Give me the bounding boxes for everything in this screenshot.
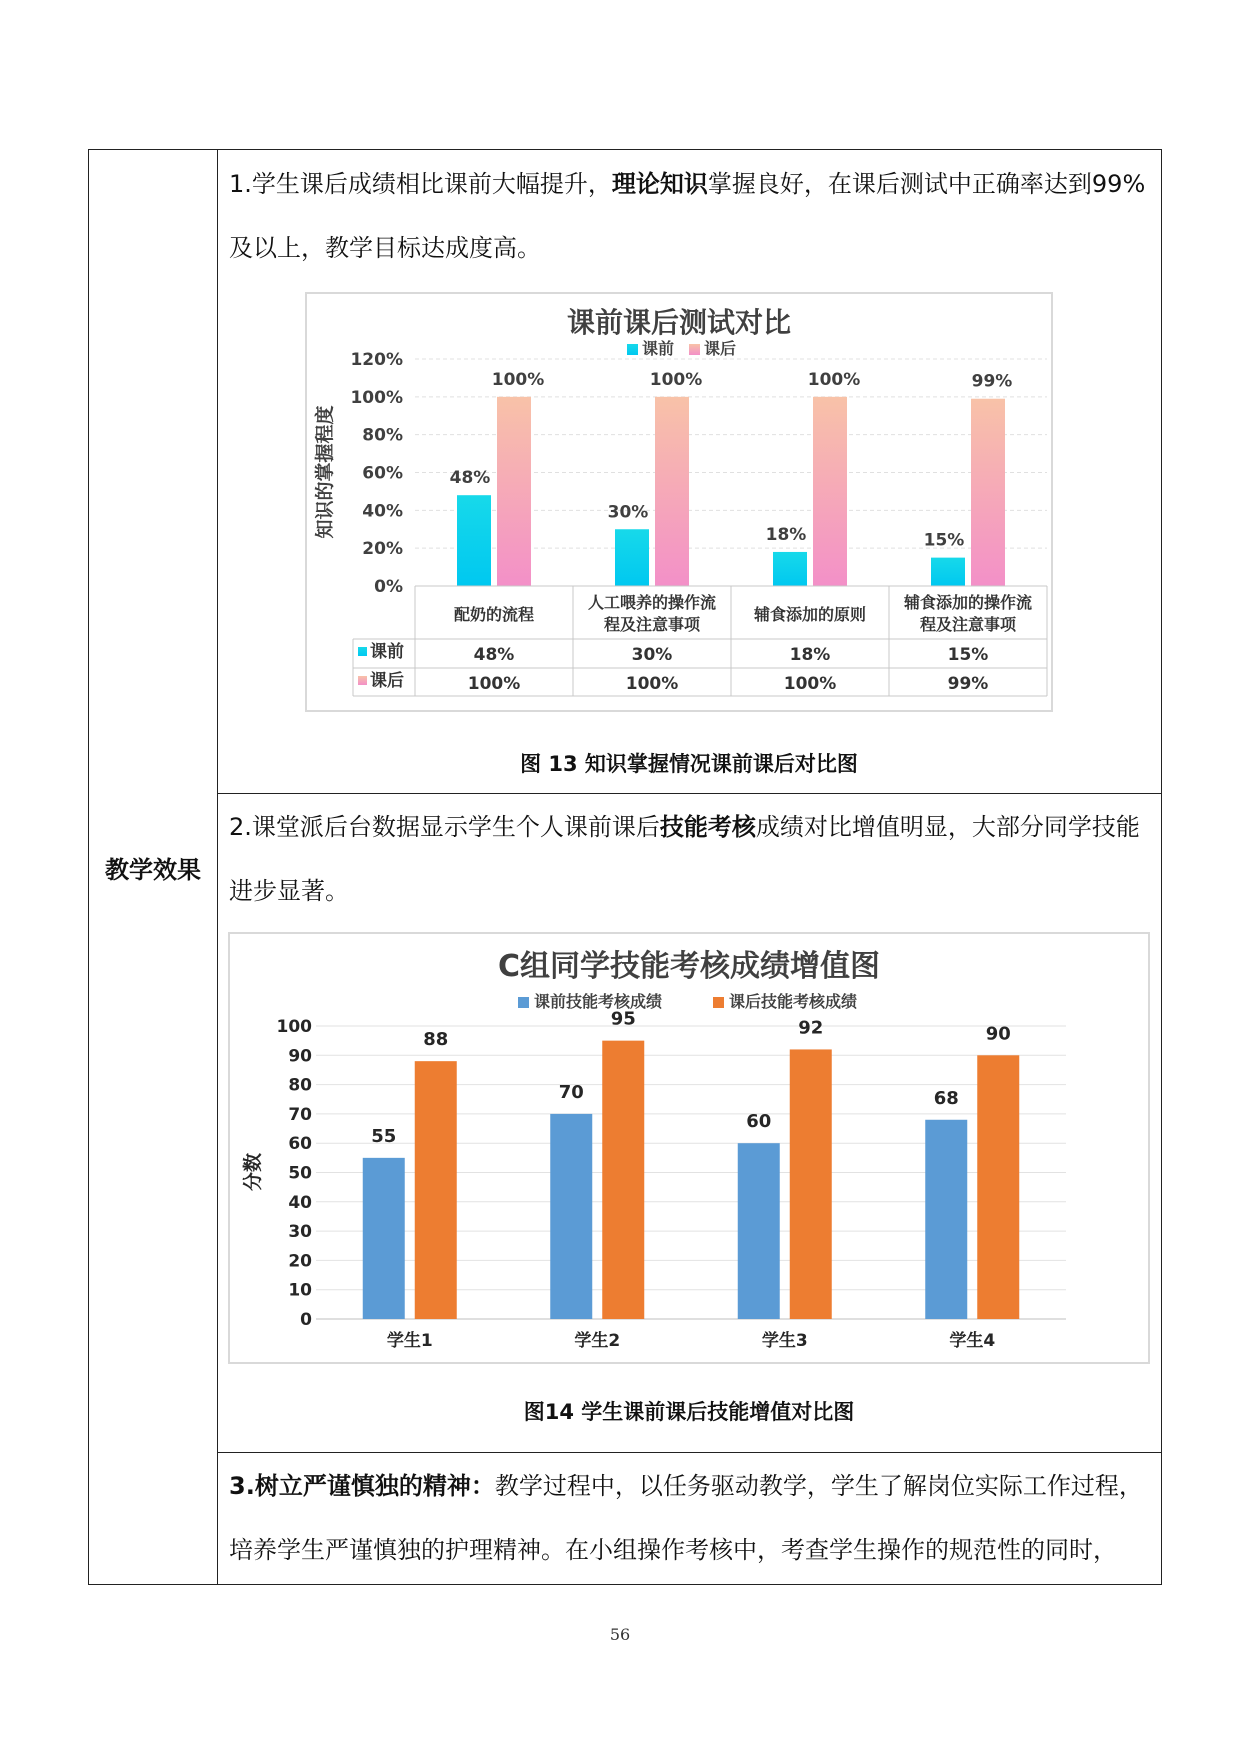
paragraph-1: 1.学生课后成绩相比课前大幅提升，理论知识掌握良好，在课后测试中正确率达到99%及以上，教学目标达成度高。 — [229, 170, 1146, 262]
knowledge-chart — [305, 292, 1053, 712]
y-tick-label: 10 — [288, 1280, 312, 1301]
legend-swatch-1 — [627, 344, 638, 355]
row-divider-1 — [217, 793, 1161, 794]
y-tick-label: 40 — [288, 1192, 312, 1213]
legend-swatch-2 — [689, 344, 700, 355]
pre-score-bar — [363, 1158, 405, 1319]
legend-label-2: 课后技能考核成绩 — [729, 992, 858, 1011]
bar-data-label: 70 — [558, 1081, 584, 1103]
bar-data-label: 55 — [371, 1125, 397, 1147]
table-value: 99% — [947, 674, 989, 694]
y-tick-label: 60 — [288, 1134, 312, 1155]
bar-data-label: 92 — [798, 1017, 824, 1039]
pre-bar — [457, 495, 491, 586]
pre-bar — [931, 558, 965, 586]
table-legend-key — [358, 676, 367, 685]
figure-13-caption: 图 13 知识掌握情况课前课后对比图 — [520, 752, 858, 776]
legend-swatch-2 — [713, 997, 724, 1008]
bar-data-label: 15% — [923, 530, 965, 551]
legend-label-1: 课前 — [642, 339, 675, 358]
category-label: 辅食添加的操作流 — [903, 593, 1033, 612]
column-divider — [217, 150, 218, 1584]
y-tick-label: 120% — [350, 350, 403, 370]
bar-data-label: 100% — [649, 369, 703, 390]
page-number: 56 — [609, 1625, 631, 1644]
skill-chart-svg — [230, 934, 1148, 1362]
bar-data-label: 30% — [607, 502, 649, 523]
post-score-bar — [977, 1055, 1019, 1319]
y-tick-label: 20 — [288, 1251, 312, 1272]
pre-bar — [615, 529, 649, 586]
table-value: 100% — [783, 674, 837, 694]
y-tick-label: 60% — [362, 463, 403, 484]
legend-label-1: 课前技能考核成绩 — [534, 992, 663, 1011]
section-label: 教学效果 — [105, 856, 201, 884]
y-tick-label: 0 — [300, 1310, 312, 1330]
category-label: 学生3 — [761, 1331, 808, 1351]
bar-data-label: 60 — [746, 1111, 772, 1133]
pre-score-bar — [738, 1143, 780, 1319]
y-tick-label: 50 — [288, 1163, 312, 1184]
chart-title: C组同学技能考核成绩增值图 — [497, 949, 881, 984]
chart-title: 课前课后测试对比 — [566, 306, 792, 339]
y-tick-label: 40% — [362, 501, 403, 522]
bar-data-label: 100% — [807, 369, 861, 390]
knowledge-chart-svg — [307, 294, 1051, 710]
pre-score-bar — [550, 1114, 592, 1319]
table-value: 15% — [947, 645, 989, 665]
table-legend-key — [358, 647, 367, 656]
row-divider-2 — [217, 1452, 1161, 1453]
category-label: 程及注意事项 — [603, 615, 701, 634]
category-label: 学生1 — [386, 1331, 433, 1351]
bar-data-label: 100% — [491, 369, 545, 390]
table-value: 48% — [473, 645, 515, 665]
y-tick-label: 100 — [276, 1017, 312, 1037]
post-bar — [971, 399, 1005, 586]
table-series-label: 课前 — [370, 642, 404, 662]
bar-data-label: 18% — [765, 524, 807, 545]
skill-chart — [228, 932, 1150, 1364]
legend-label-2: 课后 — [704, 339, 737, 358]
effect-table — [88, 149, 1162, 1585]
table-value: 100% — [467, 674, 521, 694]
y-tick-label: 80 — [288, 1075, 312, 1096]
y-tick-label: 100% — [350, 387, 403, 408]
paragraph-2: 2.课堂派后台数据显示学生个人课前课后技能考核成绩对比增值明显，大部分同学技能进步显著。 — [229, 813, 1140, 905]
category-label: 人工喂养的操作流 — [587, 593, 717, 612]
y-axis-label: 分数 — [242, 1152, 264, 1192]
y-axis-label: 知识的掌握程度 — [314, 405, 336, 539]
bar-data-label: 95 — [610, 1008, 636, 1030]
post-bar — [497, 397, 531, 586]
y-tick-label: 0% — [374, 577, 403, 597]
post-bar — [655, 397, 689, 586]
table-value: 18% — [789, 645, 831, 665]
bar-data-label: 48% — [449, 468, 491, 489]
bar-data-label: 88 — [423, 1029, 449, 1051]
post-score-bar — [790, 1049, 832, 1319]
table-value: 30% — [631, 645, 673, 665]
pre-bar — [773, 552, 807, 586]
bar-data-label: 99% — [971, 371, 1013, 392]
table-series-label: 课后 — [370, 671, 404, 691]
y-tick-label: 90 — [288, 1046, 312, 1067]
pre-score-bar — [925, 1120, 967, 1319]
post-score-bar — [415, 1061, 457, 1319]
category-label: 程及注意事项 — [919, 615, 1017, 634]
post-score-bar — [602, 1041, 644, 1319]
paragraph-3: 3.树立严谨慎独的精神：教学过程中，以任务驱动教学，学生了解岗位实际工作过程，培养学生严谨慎独的护理精神。在小组操作考核中，考查学生操作的规范性的同时， — [229, 1472, 1143, 1564]
bar-data-label: 68 — [933, 1087, 959, 1109]
y-tick-label: 80% — [362, 425, 403, 446]
category-label: 配奶的流程 — [453, 605, 535, 624]
y-tick-label: 20% — [362, 539, 403, 560]
table-value: 100% — [625, 674, 679, 694]
category-label: 学生4 — [949, 1331, 996, 1351]
y-tick-label: 30 — [288, 1222, 312, 1243]
y-tick-label: 70 — [288, 1104, 312, 1125]
figure-14-caption: 图14 学生课前课后技能增值对比图 — [523, 1400, 855, 1424]
bar-data-label: 90 — [985, 1023, 1011, 1045]
post-bar — [813, 397, 847, 586]
category-label: 辅食添加的原则 — [753, 605, 867, 624]
legend-swatch-1 — [518, 997, 529, 1008]
category-label: 学生2 — [574, 1331, 621, 1351]
